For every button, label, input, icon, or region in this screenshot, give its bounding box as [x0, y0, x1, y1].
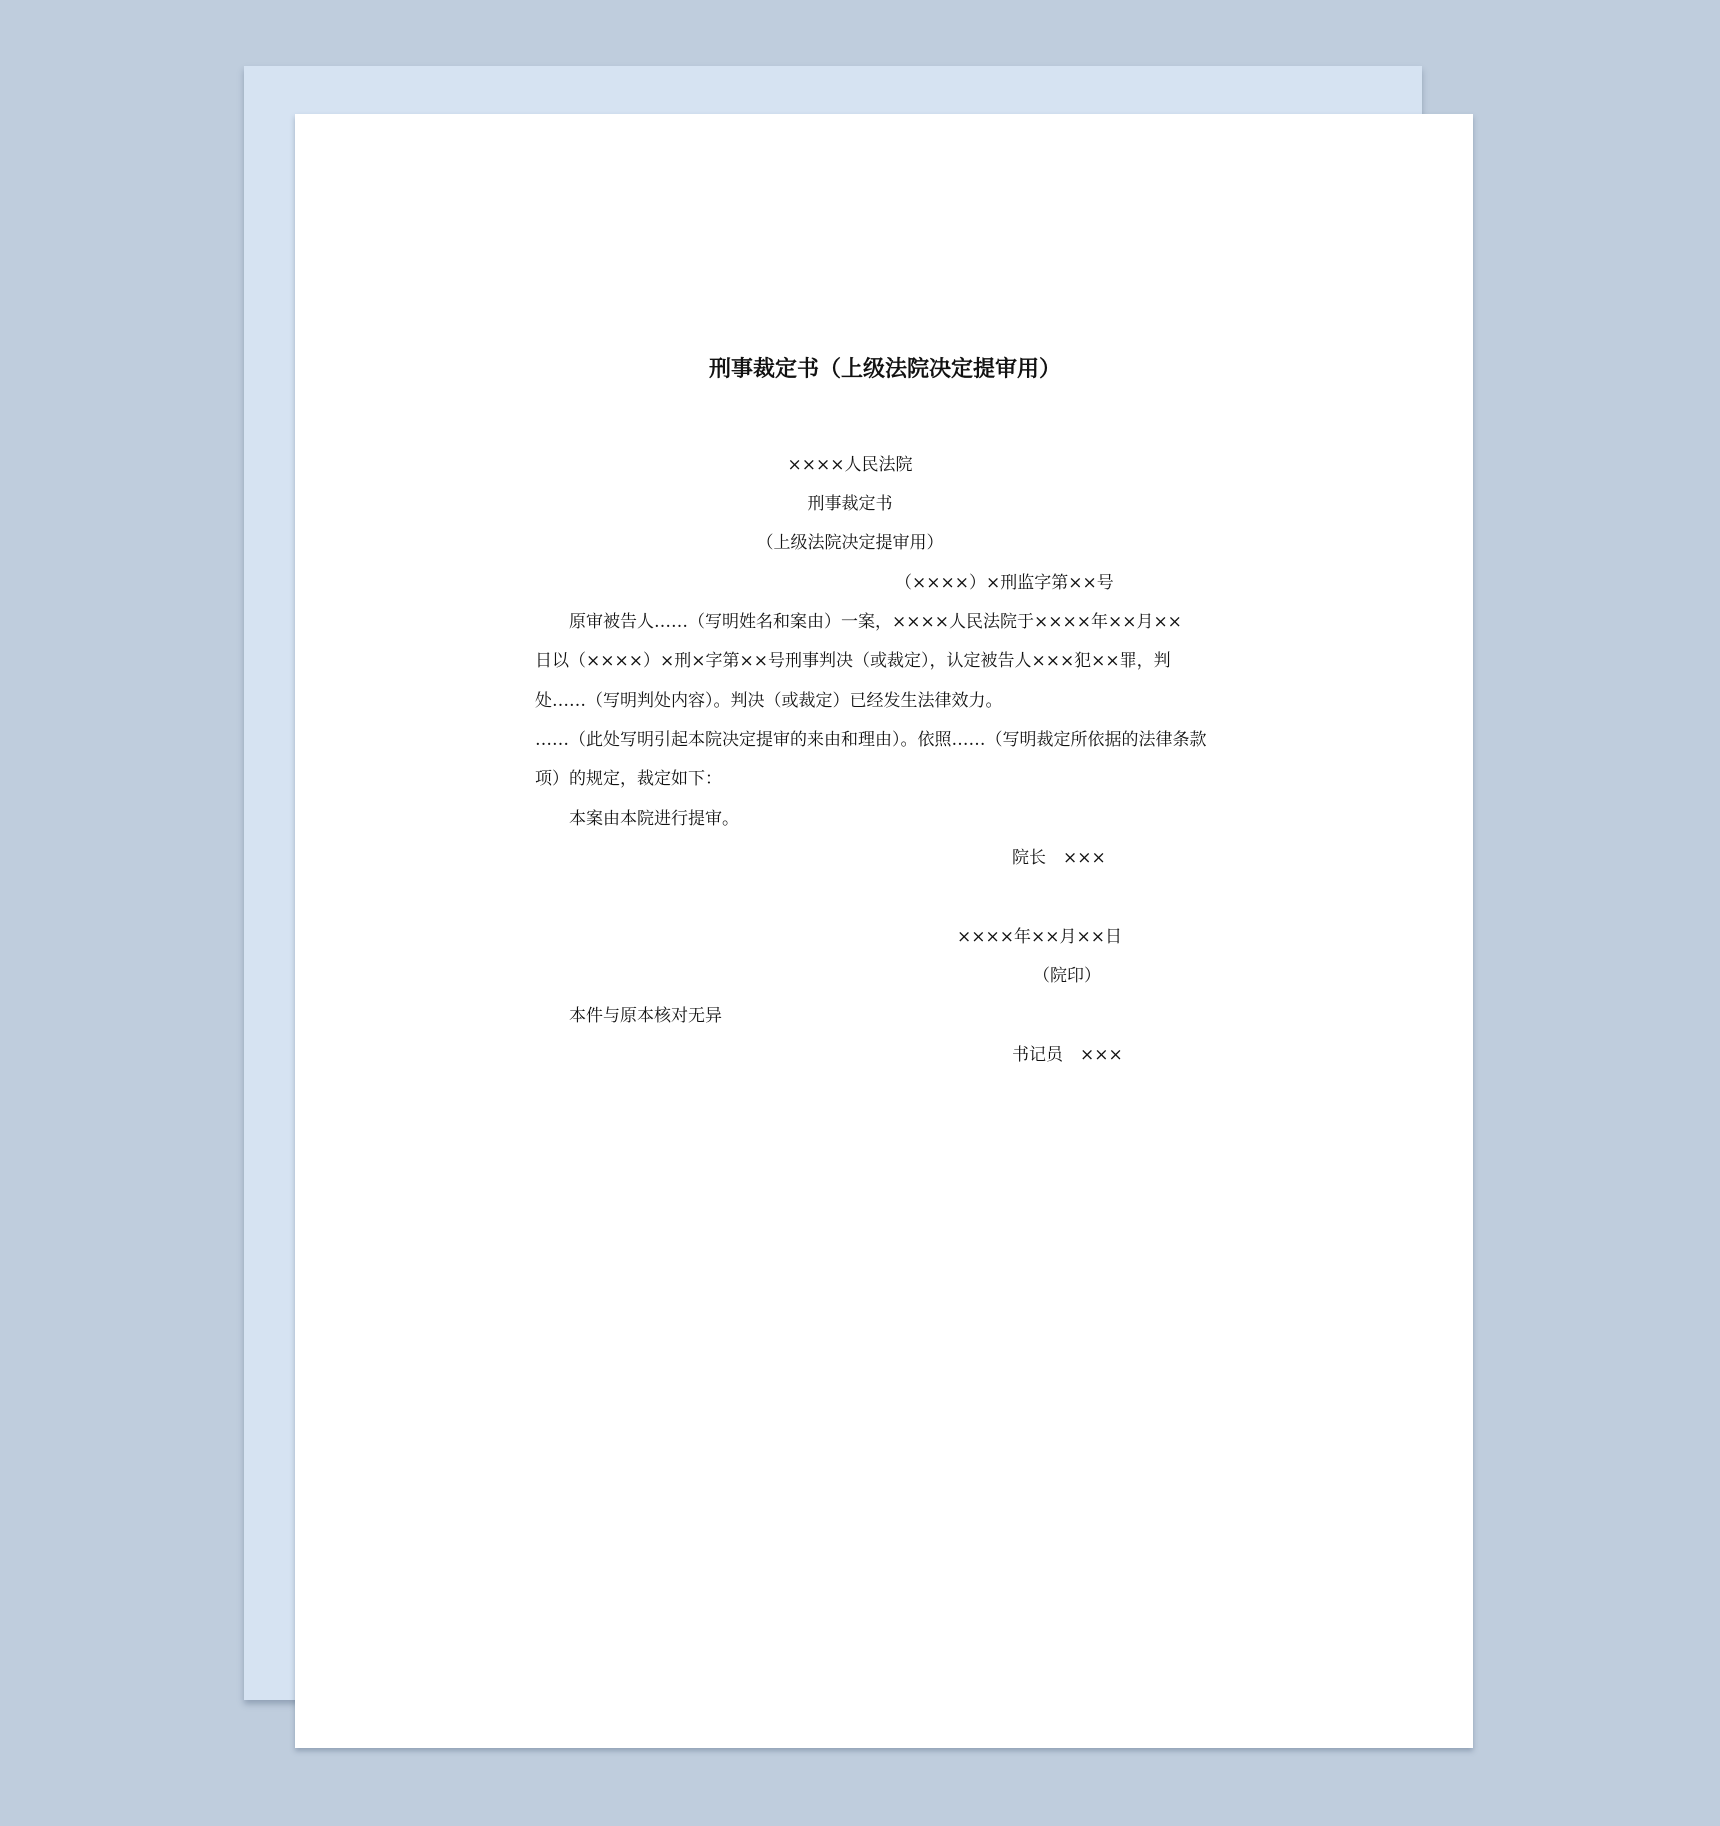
document-subtype: （上级法院决定提审用） — [756, 533, 944, 553]
body-line: 项）的规定，裁定如下： — [535, 769, 722, 789]
court-seal: （院印） — [1033, 966, 1101, 986]
ruling-date: ××××年××月××日 — [957, 927, 1122, 947]
body-line: ……（此处写明引起本院决定提审的来由和理由）。依照……（写明裁定所依据的法律条款 — [535, 730, 1207, 750]
court-name: ××××人民法院 — [787, 455, 913, 475]
document-title: 刑事裁定书（上级法院决定提审用） — [708, 356, 1061, 382]
certification-text: 本件与原本核对无异 — [569, 1006, 722, 1026]
document-type: 刑事裁定书 — [807, 494, 893, 514]
case-number: （××××）×刑监字第××号 — [895, 573, 1114, 593]
document-page — [295, 114, 1473, 1748]
body-line: 处……（写明判处内容）。判决（或裁定）已经发生法律效力。 — [535, 691, 1003, 711]
clerk-signature: 书记员 ××× — [1012, 1045, 1123, 1065]
body-line: 日以（××××）×刑×字第××号刑事判决（或裁定），认定被告人×××犯××罪，判 — [535, 651, 1171, 671]
court-president-signature: 院长 ××× — [1012, 848, 1106, 868]
ruling-text: 本案由本院进行提审。 — [569, 809, 739, 829]
body-line: 原审被告人……（写明姓名和案由）一案，××××人民法院于××××年××月×× — [569, 612, 1182, 632]
